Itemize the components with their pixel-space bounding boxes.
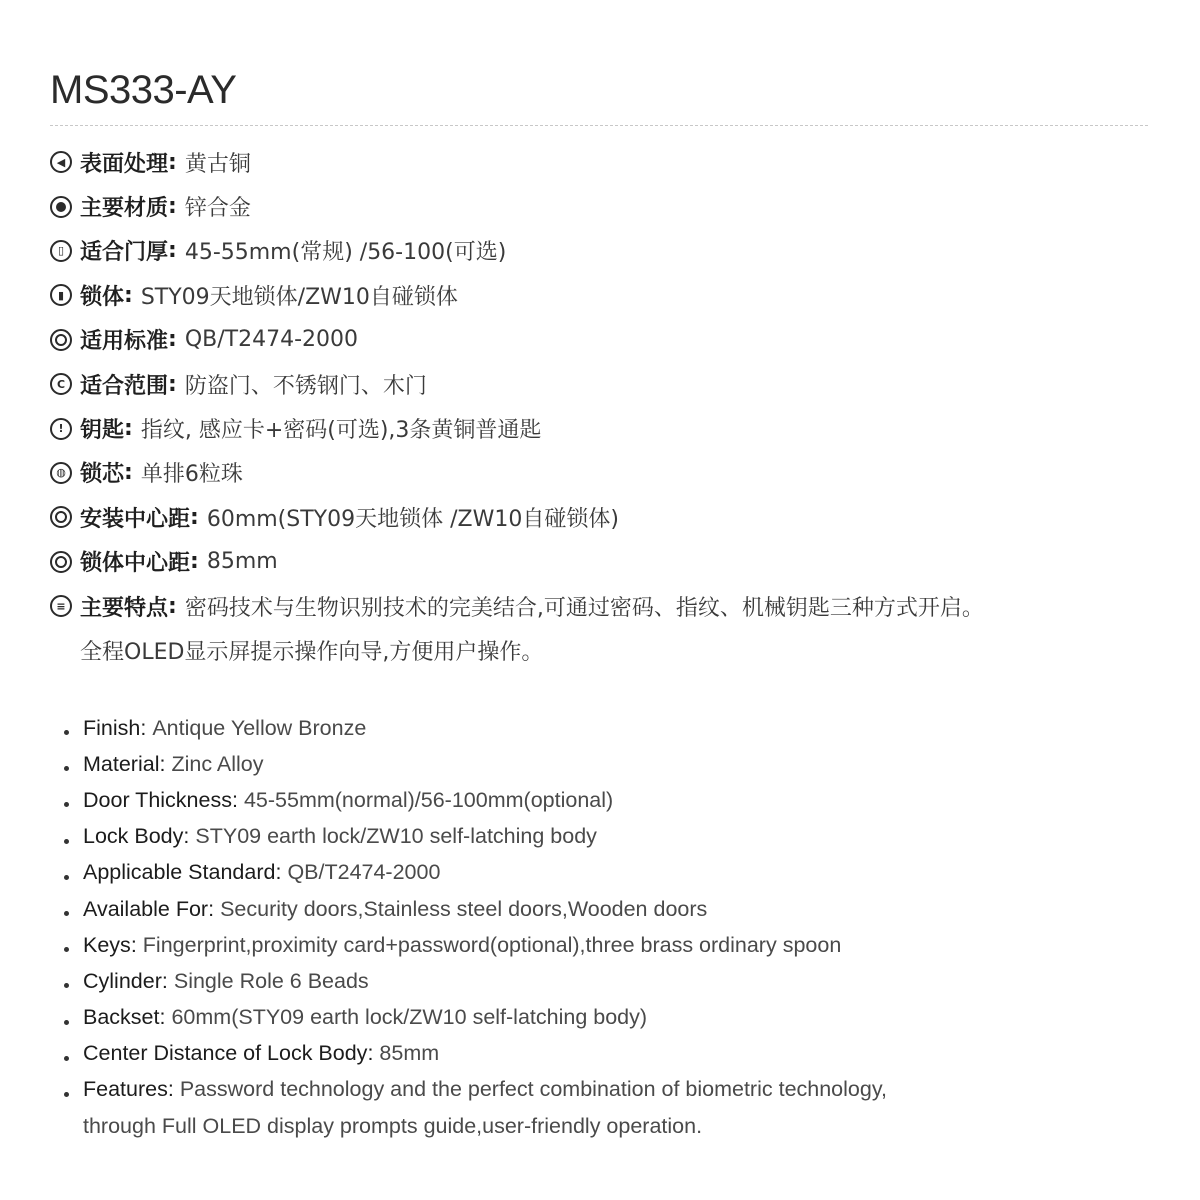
cn-spec-value: 黄古铜 [184, 151, 251, 177]
en-spec-sep: : [231, 787, 238, 812]
cn-spec-label: 表面处理 [80, 151, 169, 177]
copyright-icon: C [50, 373, 72, 395]
cn-spec-sep: : [168, 593, 177, 619]
features-icon: ≡ [50, 595, 72, 617]
en-spec-value: 85mm [379, 1041, 440, 1066]
finish-icon: ◀ [50, 151, 72, 173]
cn-spec-value: 45-55mm(常规) /56-100(可选) [184, 240, 507, 266]
chinese-spec-list [50, 140, 1170, 672]
backset-icon [50, 506, 72, 528]
cn-spec-label: 安装中心距 [80, 506, 191, 532]
en-spec-value: Zinc Alloy [171, 751, 264, 776]
title-divider [50, 125, 1148, 126]
cn-spec-label: 适合门厚 [80, 240, 169, 266]
cn-spec-value: 单排6粒珠 [140, 462, 243, 488]
en-spec-label: Door Thickness [83, 787, 232, 812]
en-spec-value: Security doors,Stainless steel doors,Wooden doors [220, 896, 708, 921]
en-spec-value: QB/T2474-2000 [287, 860, 441, 885]
en-spec-row [64, 710, 1164, 746]
en-spec-label: Backset [83, 1005, 160, 1030]
bullet-icon [64, 1020, 69, 1025]
center-distance-icon [50, 551, 72, 573]
cn-spec-row [50, 229, 1170, 273]
bullet-icon [64, 983, 69, 988]
en-spec-value: Antique Yellow Bronze [152, 715, 367, 740]
cn-spec-label: 主要特点 [80, 595, 169, 621]
bullet-icon [64, 839, 69, 844]
cn-spec-row [50, 184, 1170, 228]
cn-spec-row [50, 318, 1170, 362]
product-title: MS333-AY [50, 68, 237, 112]
lock-body-icon: ▮ [50, 284, 72, 306]
cn-spec-label: 适用标准 [80, 329, 169, 355]
en-spec-label: Cylinder [83, 968, 162, 993]
en-spec-label: Material [83, 751, 160, 776]
en-spec-sep: : [130, 932, 137, 957]
cn-spec-row [50, 495, 1170, 539]
en-spec-row [64, 1036, 1164, 1072]
cn-spec-sep: : [168, 327, 177, 353]
key-icon: ! [50, 418, 72, 440]
cn-spec-row [50, 584, 1170, 628]
cn-spec-label: 主要材质 [80, 196, 169, 222]
en-spec-value: 60mm(STY09 earth lock/ZW10 self-latching body) [171, 1005, 648, 1030]
en-spec-label: Center Distance of Lock Body [83, 1041, 368, 1066]
en-spec-value: STY09 earth lock/ZW10 self-latching body [195, 824, 597, 849]
cn-spec-row [50, 140, 1170, 184]
en-spec-value: Password technology and the perfect combination of biometric technology, [179, 1077, 887, 1102]
en-spec-sep: : [159, 751, 166, 776]
standard-icon [50, 329, 72, 351]
en-spec-row [64, 819, 1164, 855]
cn-features-continuation: 全程OLED显示屏提示操作向导,方便用户操作。 [80, 639, 544, 665]
bullet-icon [64, 911, 69, 916]
en-spec-sep: : [208, 896, 215, 921]
cn-spec-sep: : [124, 460, 133, 486]
en-spec-sep: : [367, 1041, 374, 1066]
cn-spec-row [50, 451, 1170, 495]
en-spec-label: Applicable Standard [83, 860, 276, 885]
en-spec-row [64, 1000, 1164, 1036]
en-spec-sep: : [159, 1005, 166, 1030]
bullet-icon [64, 802, 69, 807]
cn-spec-value: 85mm [206, 549, 278, 575]
en-spec-sep: : [183, 824, 190, 849]
cn-spec-sep: : [168, 371, 177, 397]
bullet-icon [64, 947, 69, 952]
cn-spec-value: 锌合金 [184, 196, 251, 222]
cn-spec-label: 适合范围 [80, 373, 169, 399]
en-spec-row [64, 963, 1164, 999]
en-spec-sep: : [161, 968, 168, 993]
en-spec-row [64, 927, 1164, 963]
material-icon [50, 196, 72, 218]
en-spec-label: Finish [83, 715, 141, 740]
en-spec-sep: : [275, 860, 282, 885]
en-spec-row [64, 1072, 1164, 1108]
en-spec-row [64, 746, 1164, 782]
en-spec-sep: : [140, 715, 147, 740]
bullet-icon [64, 875, 69, 880]
en-spec-value: 45-55mm(normal)/56-100mm(optional) [243, 787, 614, 812]
cn-spec-value: 60mm(STY09天地锁体 /ZW10自碰锁体) [206, 506, 619, 532]
cn-spec-row [50, 362, 1170, 406]
en-spec-value: Single Role 6 Beads [173, 968, 369, 993]
bullet-icon [64, 1056, 69, 1061]
cn-spec-sep: : [124, 282, 133, 308]
cn-spec-label: 锁体 [80, 284, 125, 310]
cn-spec-value: 指纹, 感应卡+密码(可选),3条黄铜普通匙 [140, 418, 542, 444]
en-spec-label: Keys [83, 932, 131, 957]
en-spec-row [64, 891, 1164, 927]
cn-spec-row [50, 406, 1170, 450]
en-spec-row [64, 782, 1164, 818]
cylinder-icon: ◍ [50, 462, 72, 484]
bullet-icon [64, 766, 69, 771]
en-spec-label: Lock Body [83, 824, 184, 849]
en-spec-row [64, 855, 1164, 891]
cn-spec-value: STY09天地锁体/ZW10自碰锁体 [140, 284, 458, 310]
cn-spec-label: 钥匙 [80, 418, 125, 444]
cn-spec-value: 防盗门、不锈钢门、木门 [184, 373, 427, 399]
en-features-continuation: through Full OLED display prompts guide,user-friendly operation. [83, 1113, 703, 1138]
cn-spec-label: 锁芯 [80, 462, 125, 488]
cn-spec-sep: : [124, 416, 133, 442]
en-spec-sep: : [167, 1077, 174, 1102]
cn-spec-row [50, 273, 1170, 317]
en-spec-value: Fingerprint,proximity card+password(optional),three brass ordinary spoon [142, 932, 842, 957]
en-spec-label: Features [83, 1077, 168, 1102]
door-thickness-icon: ▯ [50, 240, 72, 262]
cn-spec-sep: : [168, 238, 177, 264]
cn-spec-sep: : [190, 504, 199, 530]
cn-spec-value: QB/T2474-2000 [184, 327, 359, 353]
bullet-icon [64, 730, 69, 735]
english-spec-list [64, 710, 1164, 1144]
cn-spec-sep: : [168, 149, 177, 175]
cn-spec-row [50, 540, 1170, 584]
cn-spec-sep: : [190, 549, 199, 575]
en-spec-label: Available For [83, 896, 209, 921]
cn-spec-value: 密码技术与生物识别技术的完美结合,可通过密码、指纹、机械钥匙三种方式开启。 [184, 595, 984, 621]
bullet-icon [64, 1092, 69, 1097]
cn-spec-sep: : [168, 194, 177, 220]
cn-spec-label: 锁体中心距 [80, 551, 191, 577]
